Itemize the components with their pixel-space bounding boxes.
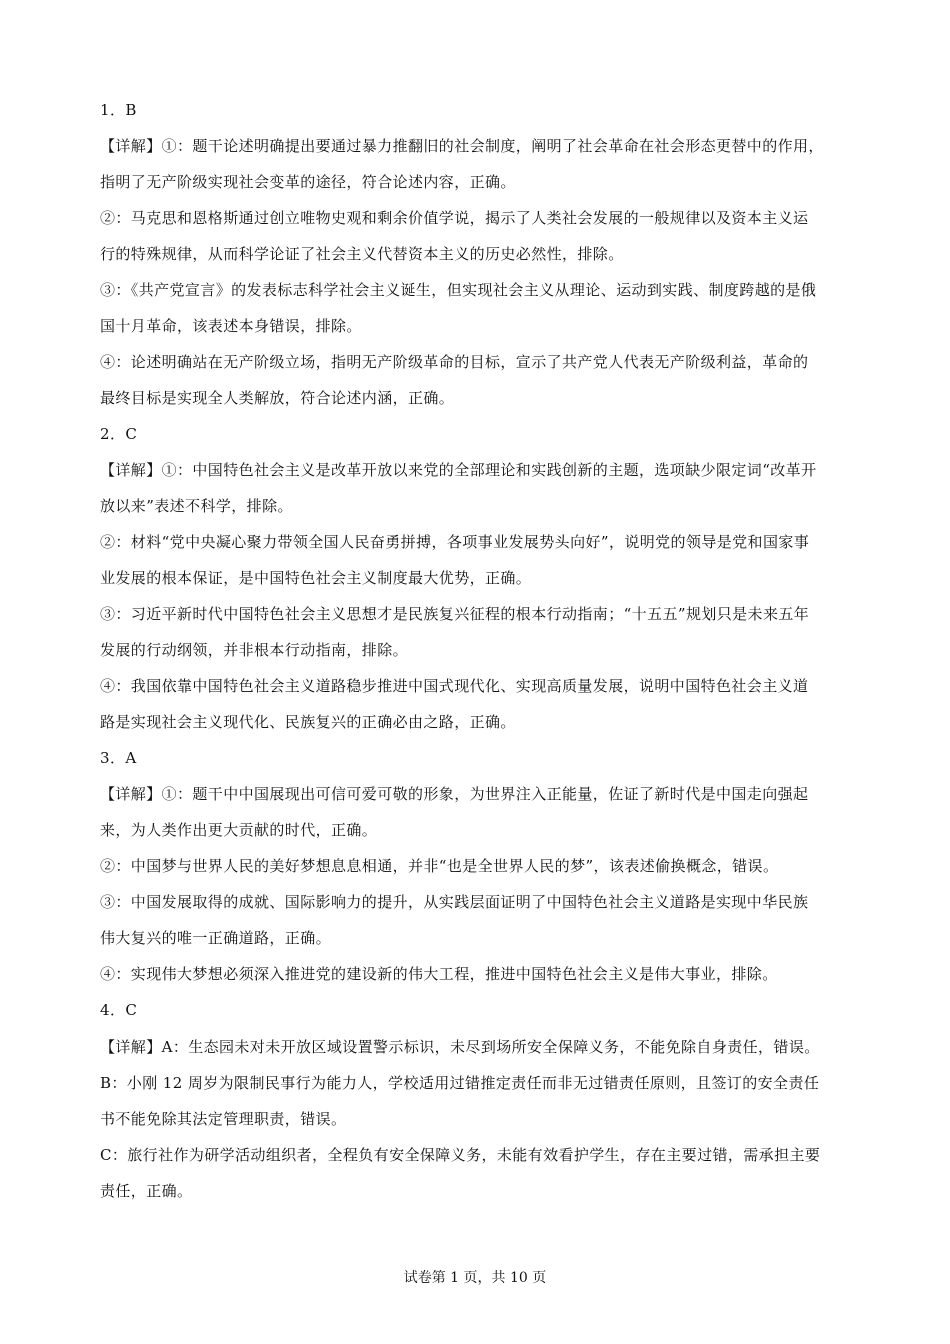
text-line: ②：材料“党中央凝心聚力带领全国人民奋勇拼搏，各项事业发展势头向好”，说明党的领导是党和国家事 — [100, 533, 810, 551]
text-line: 发展的行动纲领，并非根本行动指南，排除。 — [100, 641, 409, 659]
page-footer: 试卷第 1 页，共 10 页 — [403, 1270, 547, 1286]
text-line: 业发展的根本保证，是中国特色社会主义制度最大优势，正确。 — [100, 569, 532, 587]
text-line: 【详解】①：中国特色社会主义是改革开放以来党的全部理论和实践创新的主题，选项缺少限定词“改革开 — [100, 461, 817, 479]
text-line: ③：中国发展取得的成就、国际影响力的提升，从实践层面证明了中国特色社会主义道路是实现中华民族 — [100, 893, 809, 911]
text-line: B：小刚 12 周岁为限制民事行为能力人，学校适用过错推定责任而非无过错责任原则，且签订的安全责任 — [100, 1074, 820, 1092]
text-line: ②：中国梦与世界人民的美好梦想息息相通，并非“也是全世界人民的梦”，该表述偷换概念，错误。 — [100, 857, 779, 875]
text-line: ②：马克思和恩格斯通过创立唯物史观和剩余价值学说，揭示了人类社会发展的一般规律以及资本主义运 — [100, 209, 809, 227]
text-line: 责任，正确。 — [100, 1182, 193, 1200]
text-line: 放以来”表述不科学，排除。 — [100, 497, 293, 515]
text-line: C：旅行社作为研学活动组织者，全程负有安全保障义务，未能有效看护学生，存在主要过错，需承担主要 — [100, 1146, 821, 1164]
text-line: 国十月革命，该表述本身错误，排除。 — [100, 317, 362, 335]
text-line: 【详解】①：题干论述明确提出要通过暴力推翻旧的社会制度，阐明了社会革命在社会形态更替中的作用， — [100, 137, 824, 155]
question-number: 1．B — [100, 101, 137, 119]
text-line: 路是实现社会主义现代化、民族复兴的正确必由之路，正确。 — [100, 713, 516, 731]
text-line: ④：我国依靠中国特色社会主义道路稳步推进中国式现代化、实现高质量发展，说明中国特色社会主义道 — [100, 677, 809, 695]
question-number: 2．C — [100, 425, 138, 443]
text-line: 【详解】A：生态园未对未开放区域设置警示标识，未尽到场所安全保障义务，不能免除自身责任，错误。 — [100, 1038, 820, 1056]
text-line: ④：论述明确站在无产阶级立场，指明无产阶级革命的目标，宣示了共产党人代表无产阶级利益，革命的 — [100, 353, 809, 371]
text-line: 指明了无产阶级实现社会变革的途径，符合论述内容，正确。 — [100, 173, 516, 191]
text-line: ③：习近平新时代中国特色社会主义思想才是民族复兴征程的根本行动指南；“十五五”规划只是未来五年 — [100, 605, 810, 623]
text-line: 最终目标是实现全人类解放，符合论述内涵，正确。 — [100, 389, 455, 407]
text-line: 书不能免除其法定管理职责，错误。 — [100, 1110, 347, 1128]
text-line: ④：实现伟大梦想必须深入推进党的建设新的伟大工程，推进中国特色社会主义是伟大事业，排除。 — [100, 965, 778, 983]
text-line: 来，为人类作出更大贡献的时代，正确。 — [100, 821, 378, 839]
text-line: 【详解】①：题干中中国展现出可信可爱可敬的形象，为世界注入正能量，佐证了新时代是中国走向强起 — [100, 785, 809, 803]
question-number: 3．A — [100, 749, 137, 767]
text-line: 伟大复兴的唯一正确道路，正确。 — [100, 929, 332, 947]
question-number: 4．C — [100, 1001, 138, 1019]
text-line: 行的特殊规律，从而科学论证了社会主义代替资本主义的历史必然性，排除。 — [100, 245, 624, 263]
text-line: ③：《共产党宣言》的发表标志科学社会主义诞生，但实现社会主义从理论、运动到实践、制度跨越的是俄 — [100, 281, 817, 299]
